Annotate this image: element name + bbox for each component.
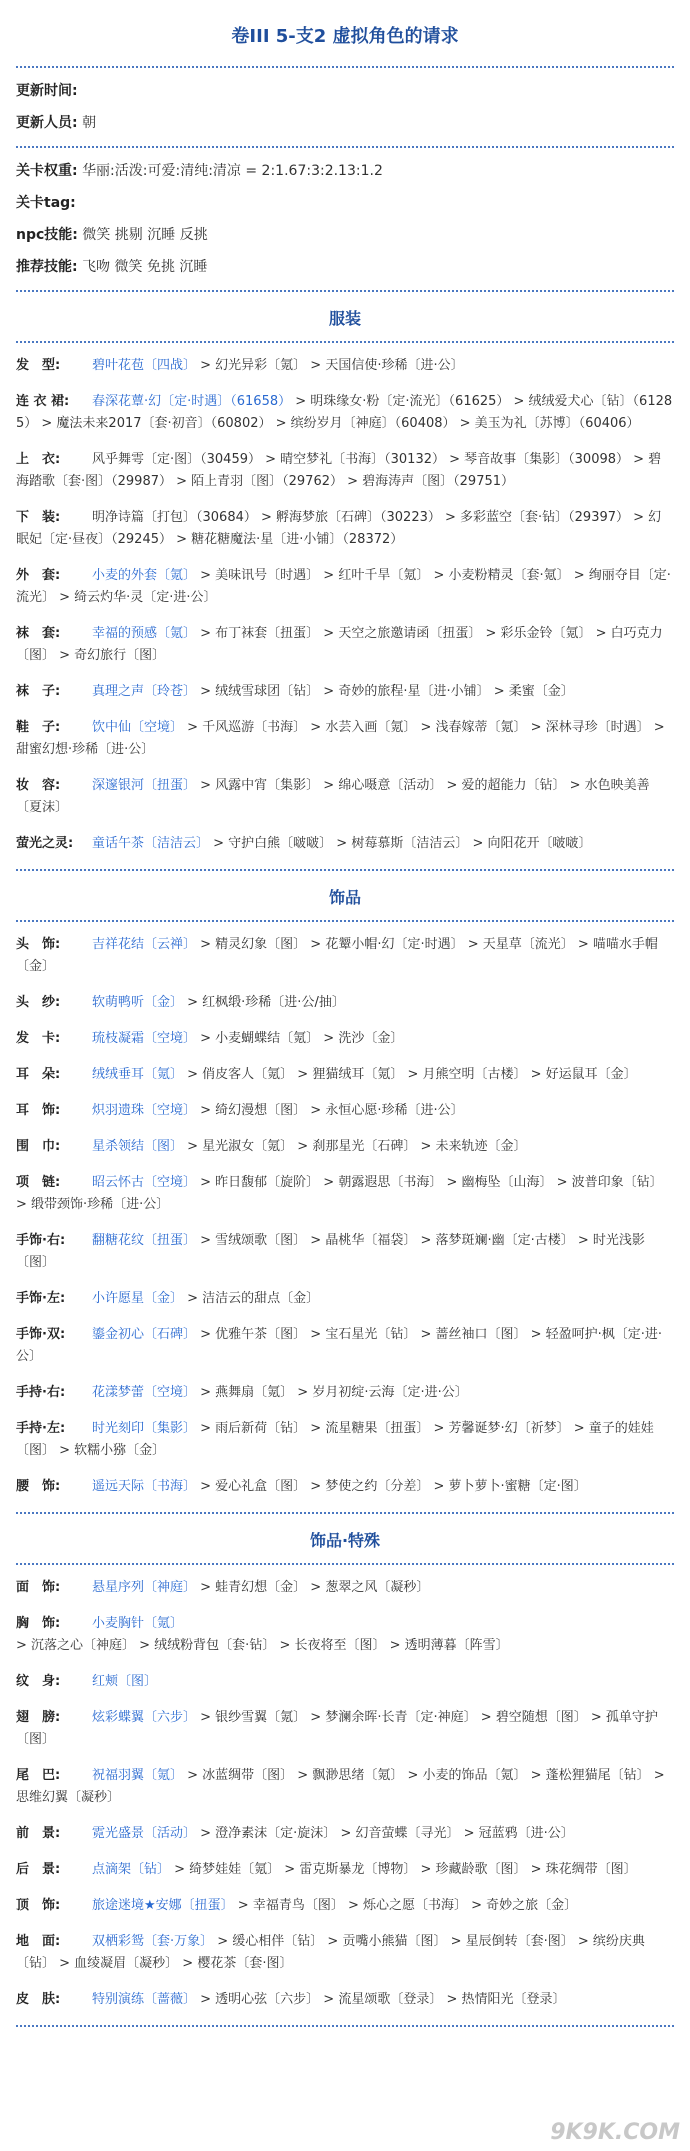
item-label: 连 衣 裙:: [16, 394, 70, 409]
alternatives-text: > 蛙青幻想〔金〕 > 葱翠之风〔凝秒〕: [196, 1580, 430, 1595]
row-label: 关卡权重:: [16, 163, 78, 179]
item-label: 地 面:: [16, 1934, 61, 1949]
item-label: 发 型:: [16, 358, 61, 373]
top-pick-link[interactable]: 昭云怀古〔空境〕: [92, 1175, 197, 1190]
top-pick-link[interactable]: 小麦的外套〔氪〕: [92, 568, 197, 583]
row-label: 关卡tag:: [16, 195, 76, 211]
section-title: 服装: [328, 309, 361, 328]
top-pick-link[interactable]: 翻糖花纹〔扭蛋〕: [92, 1233, 197, 1248]
top-pick-link[interactable]: 特别演练〔蔷薇〕: [92, 1992, 197, 2007]
list-item: [16, 1230, 674, 1274]
alternatives-text: > 红枫缎·珍稀〔进·公/抽〕: [183, 995, 345, 1010]
item-label: 面 饰:: [16, 1580, 61, 1595]
item-label: 袜 子:: [16, 684, 61, 699]
top-pick-link[interactable]: 遥远天际〔书海〕: [92, 1479, 197, 1494]
top-pick-link[interactable]: 绒绒垂耳〔氪〕: [92, 1067, 184, 1082]
divider: [16, 146, 674, 148]
divider: [16, 1563, 674, 1565]
top-pick-link[interactable]: 时光刻印〔集影〕: [92, 1421, 197, 1436]
top-pick-link[interactable]: 幸福的预感〔氪〕: [92, 626, 197, 641]
divider: [16, 1512, 674, 1514]
item-label: 翅 膀:: [16, 1710, 61, 1725]
alternatives-text: > 星光淑女〔氪〕 > 刹那星光〔石碑〕 > 未来轨迹〔金〕: [183, 1139, 527, 1154]
top-pick-link[interactable]: 红颊〔图〕: [92, 1674, 158, 1689]
item-label: 围 巾:: [16, 1139, 61, 1154]
meta-row: [16, 256, 674, 278]
alternatives-text: > 澄净素沫〔定·旋沫〕 > 幻音萤蝶〔寻光〕 > 冠蓝鸦〔进·公〕: [196, 1826, 574, 1841]
list-item: [16, 1172, 674, 1216]
list-item: [16, 449, 674, 493]
top-pick-link[interactable]: 花漾梦蕾〔空境〕: [92, 1385, 197, 1400]
alternatives-text: > 绮幻漫想〔图〕 > 永恒心愿·珍稀〔进·公〕: [196, 1103, 464, 1118]
item-label: 头 纱:: [16, 995, 61, 1010]
top-pick-link[interactable]: 双栖彩鸳〔套·万象〕: [92, 1934, 214, 1949]
list-item: [16, 1136, 674, 1158]
list-item: [16, 355, 674, 377]
meta-row: [16, 80, 674, 102]
divider: [16, 66, 674, 68]
top-pick-link[interactable]: 炽羽遗珠〔空境〕: [92, 1103, 197, 1118]
item-label: 胸 饰:: [16, 1616, 61, 1631]
item-label: 手饰·左:: [16, 1291, 66, 1306]
watermark-logo: 9K9K.COM: [550, 2120, 680, 2145]
divider: [16, 2025, 674, 2027]
alternatives-text: > 绒绒雪球团〔钻〕 > 奇妙的旅程·星〔进·小铺〕 > 柔蜜〔金〕: [196, 684, 574, 699]
list-item: [16, 1895, 674, 1917]
row-value: 朝: [82, 115, 97, 131]
list-item: [16, 1613, 674, 1657]
item-label: 妆 容:: [16, 778, 61, 793]
item-label: 手饰·右:: [16, 1233, 66, 1248]
item-label: 手持·左:: [16, 1421, 66, 1436]
item-label: 萤光之灵:: [16, 836, 74, 851]
alternatives-text: > 洁洁云的甜点〔金〕: [183, 1291, 320, 1306]
item-label: 耳 朵:: [16, 1067, 61, 1082]
row-label: 更新时间:: [16, 83, 78, 99]
top-pick-link[interactable]: 小麦胸针〔氪〕: [92, 1616, 184, 1631]
list-item: [16, 992, 674, 1014]
alternatives-text: > 昨日馥郁〔旋阶〕 > 朝露遐思〔书海〕 > 幽梅坠〔山海〕 > 波普印象〔钻〕 > 缎带颈饰·珍稀〔进·公〕: [16, 1175, 663, 1212]
top-pick-link[interactable]: 小许愿星〔金〕: [92, 1291, 184, 1306]
list-item: [16, 1382, 674, 1404]
top-pick-link[interactable]: 深邃银河〔扭蛋〕: [92, 778, 197, 793]
list-item: [16, 391, 674, 435]
alternatives-text: > 小麦蝴蝶结〔氪〕 > 洗沙〔金〕: [196, 1031, 404, 1046]
alternatives-text: 明净诗篇〔打包〕（30684） > 孵海梦旅〔石碑〕（30223） > 多彩蓝空〔套·钻〕（29397） > 幻眠妃〔定·昼夜〕（29245） > 糖花糖魔法·星〔进·小铺〕（28372）: [16, 510, 662, 547]
list-item: [16, 1823, 674, 1845]
alternatives-text: > 银纱雪翼〔氪〕 > 梦澜余晖·长青〔定·神庭〕 > 碧空随想〔图〕 > 孤单守护〔图〕: [16, 1710, 658, 1747]
list-item: [16, 1028, 674, 1050]
list-item: [16, 1577, 674, 1599]
alternatives-text: > 美味讯号〔时遇〕 > 红叶千旱〔氪〕 > 小麦粉精灵〔套·氪〕 > 绚丽夺目〔定·流光〕 > 绮云灼华·灵〔定·进·公〕: [16, 568, 671, 605]
item-label: 手持·右:: [16, 1385, 66, 1400]
row-value: 飞吻 微笑 免挑 沉睡: [82, 259, 208, 275]
alternatives-text: > 明珠缘女·粉〔定·流光〕（61625） > 绒绒爱犬心〔钻〕（61285） > 魔法未来2017〔套·初音〕（60802） > 缤纷岁月〔神庭〕（60408） > 美玉为礼〔苏博〕（60406）: [16, 394, 673, 431]
top-pick-link[interactable]: 鎏金初心〔石碑〕: [92, 1327, 197, 1342]
item-label: 后 景:: [16, 1862, 61, 1877]
alternatives-text: > 冰蓝绸带〔图〕 > 飘渺思绪〔氪〕 > 小麦的饰品〔氪〕 > 蓬松狸猫尾〔钻〕 > 思维幻翼〔凝秒〕: [16, 1768, 665, 1805]
divider: [16, 869, 674, 871]
alternatives-text: > 幸福青鸟〔图〕 > 烁心之愿〔书海〕 > 奇妙之旅〔金〕: [233, 1898, 578, 1913]
item-label: 耳 饰:: [16, 1103, 61, 1118]
top-pick-link[interactable]: 炫彩蝶翼〔六步〕: [92, 1710, 197, 1725]
list-item: [16, 1671, 674, 1693]
top-pick-link[interactable]: 春深花蕈·幻〔定·时遇〕（61658）: [92, 394, 292, 409]
divider: [16, 920, 674, 922]
item-label: 上 衣:: [16, 452, 61, 467]
list-item: [16, 833, 674, 855]
list-item: [16, 565, 674, 609]
list-item: [16, 775, 674, 819]
list-item: [16, 1989, 674, 2011]
alternatives-text: > 千风巡游〔书海〕 > 水芸入画〔氪〕 > 浅春嫁蒂〔氪〕 > 深林寻珍〔时遇〕 > 甜蜜幻想·珍稀〔进·公〕: [16, 720, 665, 757]
section-title: 饰品·特殊: [309, 1531, 381, 1550]
top-pick-link[interactable]: 真理之声〔玲苍〕: [92, 684, 197, 699]
item-label: 袜 套:: [16, 626, 61, 641]
divider: [16, 290, 674, 292]
top-pick-link[interactable]: 吉祥花结〔云禅〕: [92, 937, 197, 952]
page-title: 卷III 5-支2 虚拟角色的请求: [231, 26, 459, 47]
item-label: 下 装:: [16, 510, 61, 525]
list-item: [16, 1765, 674, 1809]
list-item: [16, 1931, 674, 1975]
list-item: [16, 1418, 674, 1462]
row-label: npc技能:: [16, 227, 78, 243]
meta-row: [16, 112, 674, 134]
list-item: [16, 623, 674, 667]
top-pick-link[interactable]: 悬星序列〔神庭〕: [92, 1580, 197, 1595]
top-pick-link[interactable]: 琉枝凝霜〔空境〕: [92, 1031, 197, 1046]
alternatives-text: > 优雅午茶〔图〕 > 宝石星光〔钻〕 > 蔷丝袖口〔图〕 > 轻盈呵护·枫〔定·进·公〕: [16, 1327, 663, 1364]
item-label: 发 卡:: [16, 1031, 61, 1046]
row-label: 更新人员:: [16, 115, 78, 131]
list-item: [16, 1324, 674, 1368]
divider: [16, 341, 674, 343]
list-item: [16, 717, 674, 761]
top-pick-link[interactable]: 软萌鸭听〔金〕: [92, 995, 184, 1010]
meta-row: [16, 160, 674, 182]
alternatives-text: > 守护白熊〔啵啵〕 > 树莓慕斯〔洁洁云〕 > 向阳花开〔啵啵〕: [209, 836, 592, 851]
alternatives-text: > 沉落之心〔神庭〕 > 绒绒粉背包〔套·钻〕 > 长夜将至〔图〕 > 透明薄暮〔阵雪〕: [16, 1638, 509, 1653]
top-pick-link[interactable]: 饮中仙〔空境〕: [92, 720, 184, 735]
list-item: [16, 507, 674, 551]
alternatives-text: > 缓心相伴〔钻〕 > 贡嘴小熊猫〔图〕 > 星辰倒转〔套·图〕 > 缤纷庆典〔钻〕 > 血绫凝眉〔凝秒〕 > 樱花茶〔套·图〕: [16, 1934, 645, 1971]
meta-block: [16, 80, 674, 134]
list-item: [16, 1707, 674, 1751]
item-label: 尾 巴:: [16, 1768, 61, 1783]
section-title: 饰品: [328, 888, 361, 907]
alternatives-text: > 布丁袜套〔扭蛋〕 > 天空之旅邀请函〔扭蛋〕 > 彩乐金铃〔氪〕 > 白巧克力〔图〕 > 奇幻旅行〔图〕: [16, 626, 663, 663]
alternatives-text: > 风露中宵〔集影〕 > 绵心嗫意〔活动〕 > 爱的超能力〔钻〕 > 水色映美善〔夏沫〕: [16, 778, 650, 815]
item-label: 头 饰:: [16, 937, 61, 952]
info-block: [16, 160, 674, 278]
list-item: [16, 1476, 674, 1498]
item-label: 鞋 子:: [16, 720, 61, 735]
meta-row: [16, 192, 674, 214]
item-label: 项 链:: [16, 1175, 61, 1190]
meta-row: [16, 224, 674, 246]
alternatives-text: > 燕舞扇〔氪〕 > 岁月初绽·云海〔定·进·公〕: [196, 1385, 468, 1400]
alternatives-text: 风乎舞雩〔定·图〕（30459） > 晴空梦礼〔书海〕（30132） > 琴音故事〔集影〕（30098） > 碧海踏歌〔套·图〕（29987） > 陌上青羽〔图〕（29762） > 碧海涛声〔图〕（29751）: [16, 452, 662, 489]
item-label: 手饰·双:: [16, 1327, 66, 1342]
row-label: 推荐技能:: [16, 259, 78, 275]
alternatives-text: > 雨后新荷〔钻〕 > 流星糖果〔扭蛋〕 > 芳馨诞梦·幻〔祈梦〕 > 童子的娃娃〔图〕 > 软糯小猕〔金〕: [16, 1421, 654, 1458]
top-pick-link[interactable]: 碧叶花苞〔四战〕: [92, 358, 197, 373]
row-value: 华丽:活泼:可爱:清纯:清凉 = 2:1.67:3:2.13:1.2: [82, 163, 383, 179]
alternatives-text: > 透明心弦〔六步〕 > 流星颂歌〔登录〕 > 热情阳光〔登录〕: [196, 1992, 566, 2007]
row-value: 微笑 挑剔 沉睡 反挑: [82, 227, 208, 243]
list-item: [16, 1288, 674, 1310]
top-pick-link[interactable]: 霓光盛景〔活动〕: [92, 1826, 197, 1841]
item-label: 腰 饰:: [16, 1479, 61, 1494]
list-item: [16, 934, 674, 978]
alternatives-text: > 俏皮客人〔氪〕 > 狸猫绒耳〔氪〕 > 月熊空明〔古楼〕 > 好运鼠耳〔金〕: [183, 1067, 637, 1082]
alternatives-text: > 幻光异彩〔氪〕 > 天国信使·珍稀〔进·公〕: [196, 358, 464, 373]
alternatives-text: > 爱心礼盒〔图〕 > 梦使之约〔分差〕 > 萝卜萝卜·蜜糖〔定·图〕: [196, 1479, 587, 1494]
list-item: [16, 1859, 674, 1881]
list-item: [16, 1100, 674, 1122]
list-item: [16, 681, 674, 703]
top-pick-link[interactable]: 星杀领结〔图〕: [92, 1139, 184, 1154]
top-pick-link[interactable]: 童话午茶〔洁洁云〕: [92, 836, 210, 851]
alternatives-text: > 绮梦娃娃〔氪〕 > 雷克斯暴龙〔博物〕 > 珍藏龄歌〔图〕 > 珠花绸带〔图〕: [170, 1862, 637, 1877]
sections-container: [16, 306, 674, 2027]
item-label: 顶 饰:: [16, 1898, 61, 1913]
list-item: [16, 1064, 674, 1086]
alternatives-text: > 雪绒颂歌〔图〕 > 晶桃华〔福袋〕 > 落梦斑斓·幽〔定·古楼〕 > 时光浅影〔图〕: [16, 1233, 645, 1270]
item-label: 纹 身:: [16, 1674, 61, 1689]
item-label: 皮 肤:: [16, 1992, 61, 2007]
top-pick-link[interactable]: 点滴架〔钻〕: [92, 1862, 171, 1877]
alternatives-text: > 精灵幻象〔图〕 > 花颦小帽·幻〔定·时遇〕 > 天星草〔流光〕 > 喵喵水手帽〔金〕: [16, 937, 658, 974]
top-pick-link[interactable]: 祝福羽翼〔氪〕: [92, 1768, 184, 1783]
item-label: 前 景:: [16, 1826, 61, 1841]
item-label: 外 套:: [16, 568, 61, 583]
top-pick-link[interactable]: 旅途迷境★安娜〔扭蛋〕: [92, 1898, 234, 1913]
